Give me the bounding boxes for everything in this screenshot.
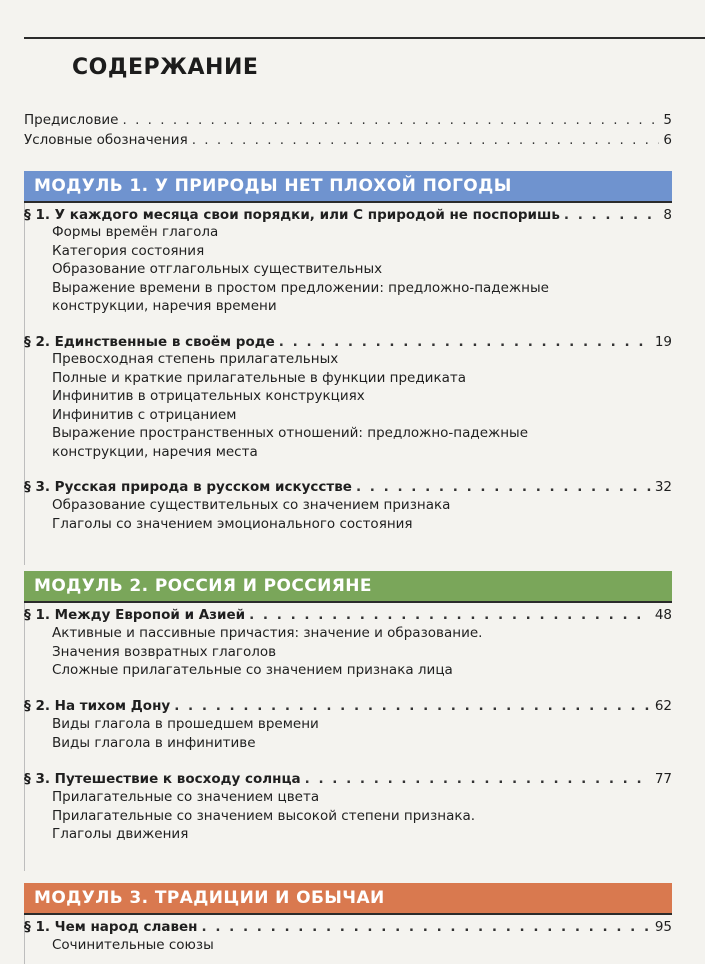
section-page: 62: [654, 698, 672, 714]
topic-item: Выражение пространственных отношений: предложно-падежные: [52, 425, 528, 441]
topic-item: Сложные прилагательные со значением признака лица: [52, 662, 453, 678]
module-2-section-2[interactable]: [24, 697, 672, 715]
section-page: 95: [654, 919, 672, 935]
top-rule: [24, 37, 705, 39]
module-3-header[interactable]: МОДУЛЬ 3. ТРАДИЦИИ И ОБЫЧАИ: [24, 883, 672, 913]
section-title: § 2. На тихом Дону: [24, 698, 171, 714]
topic-item: Полные и краткие прилагательные в функции предиката: [52, 369, 467, 386]
section-page: 32: [654, 479, 672, 495]
module-1-rule: [24, 201, 672, 203]
section-title: § 1. Чем народ славен: [24, 919, 198, 935]
module-1-section-2-topics: [52, 350, 612, 461]
section-title: § 3. Путешествие к восходу солнца: [24, 771, 301, 787]
module-2-header[interactable]: МОДУЛЬ 2. РОССИЯ И РОССИЯНЕ: [24, 571, 672, 601]
topic-item: Глаголы со значением эмоционального состояния: [52, 515, 413, 532]
topic-item: Образование отглагольных существительных: [52, 261, 383, 277]
entry-page: 5: [663, 112, 672, 128]
topic-item: Сочинительные союзы: [52, 937, 214, 953]
module-1-left-line: [24, 203, 25, 565]
module-3-rule: [24, 913, 672, 915]
section-page: 8: [663, 207, 672, 223]
topic-item: Активные и пассивные причастия: значение и образование.: [52, 625, 483, 641]
leader-dots: [122, 111, 659, 129]
module-1-section-3[interactable]: [24, 478, 672, 496]
module-2-section-2-topics: [52, 715, 612, 752]
topic-item: Категория состояния: [52, 242, 205, 259]
module-1-section-3-topics: [52, 496, 612, 533]
toc-entry-legend[interactable]: [24, 131, 672, 149]
topic-item: конструкции, наречия времени: [52, 298, 277, 314]
module-2-section-3-topics: [52, 788, 612, 844]
module-3-section-1-topics: [52, 936, 612, 955]
module-1-section-1[interactable]: [24, 206, 672, 224]
topic-item: Виды глагола в прошедшем времени: [52, 716, 319, 732]
section-page: 19: [654, 334, 672, 350]
leader-dots: [201, 918, 650, 936]
leader-dots: [174, 697, 651, 715]
leader-dots: [564, 206, 660, 224]
leader-dots: [305, 770, 651, 788]
leader-dots: [279, 333, 651, 351]
toc-entry-preface[interactable]: [24, 111, 672, 129]
leader-dots: [192, 131, 660, 149]
section-page: 77: [654, 771, 672, 787]
module-1-header[interactable]: МОДУЛЬ 1. У ПРИРОДЫ НЕТ ПЛОХОЙ ПОГОДЫ: [24, 171, 672, 201]
module-2-section-1[interactable]: [24, 606, 672, 624]
topic-item: Формы времён глагола: [52, 224, 219, 240]
section-title: § 1. У каждого месяца свои порядки, или С природой не поспоришь: [24, 207, 560, 223]
topic-item: Глаголы движения: [52, 826, 189, 842]
topic-item: Превосходная степень прилагательных: [52, 351, 339, 367]
topic-item: Выражение времени в простом предложении: предложно-падежные: [52, 279, 549, 296]
topic-item: конструкции, наречия места: [52, 443, 258, 460]
leader-dots: [249, 606, 651, 624]
topic-item: Инфинитив с отрицанием: [52, 406, 237, 423]
module-2-rule: [24, 601, 672, 603]
topic-item: Виды глагола в инфинитиве: [52, 734, 256, 751]
module-1-section-1-topics: [52, 223, 612, 316]
page-title: СОДЕРЖАНИЕ: [72, 55, 259, 80]
module-1-section-2[interactable]: [24, 333, 672, 351]
topic-item: Прилагательные со значением цвета: [52, 789, 320, 805]
section-title: § 2. Единственные в своём роде: [24, 334, 275, 350]
topic-item: Значения возвратных глаголов: [52, 643, 277, 660]
section-title: § 3. Русская природа в русском искусстве: [24, 479, 352, 495]
topic-item: Инфинитив в отрицательных конструкциях: [52, 388, 365, 404]
section-page: 48: [654, 607, 672, 623]
entry-label: Условные обозначения: [24, 132, 188, 148]
module-3-section-1[interactable]: [24, 918, 672, 936]
entry-label: Предисловие: [24, 112, 119, 128]
entry-page: 6: [663, 132, 672, 148]
module-2-section-1-topics: [52, 624, 612, 680]
module-2-section-3[interactable]: [24, 770, 672, 788]
leader-dots: [356, 478, 651, 496]
module-2-left-line: [24, 603, 25, 871]
section-title: § 1. Между Европой и Азией: [24, 607, 246, 623]
topic-item: Образование существительных со значением признака: [52, 497, 451, 513]
topic-item: Прилагательные со значением высокой степени признака.: [52, 807, 476, 824]
